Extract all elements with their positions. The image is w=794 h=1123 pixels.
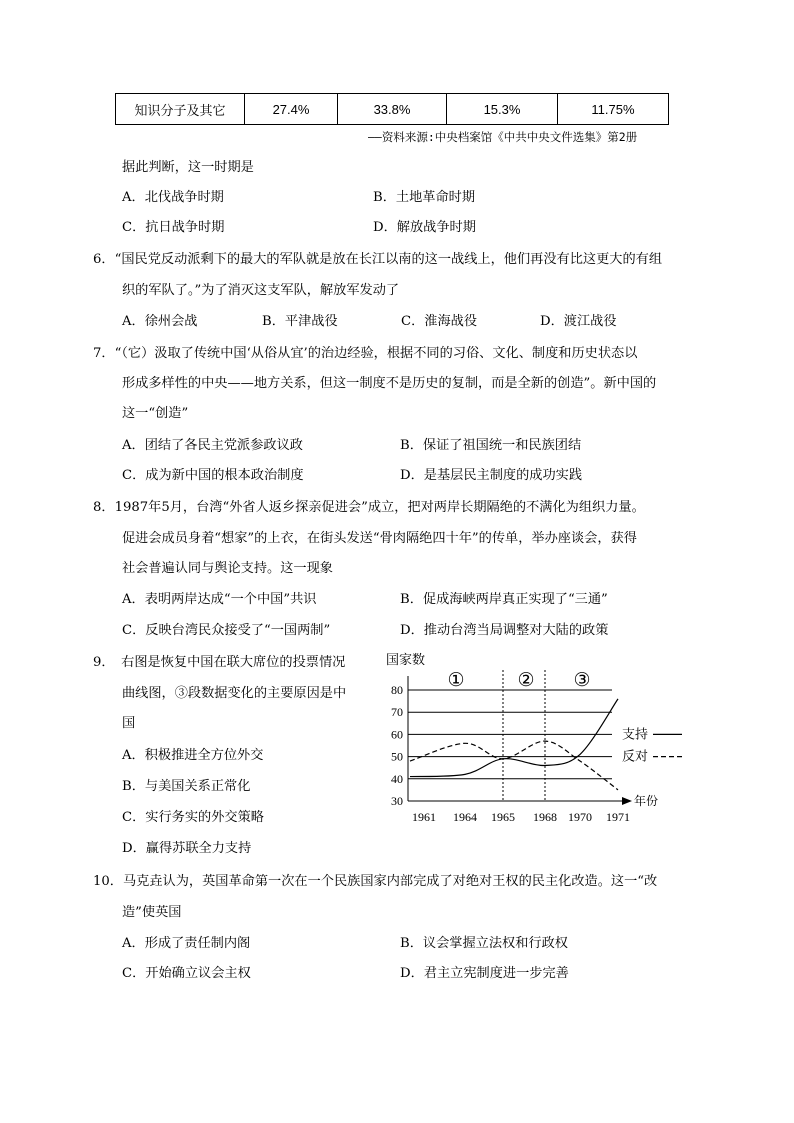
q9-option-a: A．积极推进全方位外交 bbox=[122, 748, 264, 763]
phase-marker: ① bbox=[447, 670, 465, 691]
x-axis-label: 年份 bbox=[634, 794, 659, 808]
x-tick-label: 1961 bbox=[412, 810, 436, 824]
q8-option-b: B．促成海峡两岸真正实现了“三通” bbox=[400, 592, 608, 607]
y-tick-label: 70 bbox=[391, 705, 403, 720]
y-tick-label: 40 bbox=[391, 771, 403, 786]
q7-option-c: C．成为新中国的根本政治制度 bbox=[122, 468, 304, 483]
q5-stem: 据此判断，这一时期是 bbox=[122, 160, 254, 175]
x-tick-label: 1968 bbox=[533, 810, 557, 824]
q8-stem-line1: 8．1987年5月，台湾“外省人返乡探亲促进会”成立，把对两岸长期隔绝的不满化为组织力量。 bbox=[93, 500, 645, 515]
x-tick-label: 1971 bbox=[606, 810, 630, 824]
q7-option-a: A．团结了各民主党派参政议政 bbox=[122, 438, 303, 453]
vote-chart bbox=[370, 648, 700, 830]
q10-option-a: A．形成了责任制内阁 bbox=[122, 936, 251, 951]
q10-option-b: B．议会掌握立法权和行政权 bbox=[400, 936, 568, 951]
x-tick-label: 1965 bbox=[491, 810, 515, 824]
q9-stem-line2: 曲线图，③段数据变化的主要原因是中 bbox=[122, 686, 347, 701]
table-row-label: 知识分子及其它 bbox=[116, 94, 245, 125]
q5-option-d: D．解放战争时期 bbox=[373, 220, 476, 235]
phase-marker: ② bbox=[517, 670, 535, 691]
table-source: ——资料来源:中央档案馆《中共中央文件选集》第2册 bbox=[368, 130, 638, 144]
q6-option-c: C．淮海战役 bbox=[401, 314, 478, 329]
composition-table bbox=[115, 93, 669, 125]
q5-option-a: A．北伐战争时期 bbox=[122, 190, 224, 205]
q7-option-b: B．保证了祖国统一和民族团结 bbox=[400, 438, 582, 453]
q10-stem-line1: 10．马克垚认为，英国革命第一次在一个民族国家内部完成了对绝对王权的民主化改造。这一“改 bbox=[93, 874, 658, 889]
q7-option-d: D．是基层民主制度的成功实践 bbox=[400, 468, 583, 483]
q9-option-b: B．与美国关系正常化 bbox=[122, 779, 251, 794]
y-tick-label: 60 bbox=[391, 727, 403, 742]
table-cell: 11.75% bbox=[558, 94, 669, 125]
q8-stem-line3: 社会普遍认同与舆论支持。这一现象 bbox=[122, 561, 333, 576]
y-axis-label: 国家数 bbox=[386, 652, 426, 667]
q7-stem-line2: 形成多样性的中央——地方关系，但这一制度不是历史的复制，而是全新的创造”。新中国的 bbox=[122, 376, 657, 391]
q10-option-c: C．开始确立议会主权 bbox=[122, 966, 251, 981]
q8-option-c: C．反映台湾民众接受了“一国两制” bbox=[122, 623, 331, 638]
q7-stem-line1: 7．“（它）汲取了传统中国‘从俗从宜’的治边经验，根据不同的习俗、文化、制度和历史状态以 bbox=[93, 346, 638, 361]
q5-option-c: C．抗日战争时期 bbox=[122, 220, 225, 235]
legend-support-label: 支持 bbox=[622, 726, 649, 742]
q9-stem-line3: 国 bbox=[122, 716, 136, 731]
q10-stem-line2: 造”使英国 bbox=[122, 905, 182, 920]
q6-option-a: A．徐州会战 bbox=[122, 314, 198, 329]
q8-option-d: D．推动台湾当局调整对大陆的政策 bbox=[400, 623, 609, 638]
q7-stem-line3: 这一“创造” bbox=[122, 406, 189, 421]
x-axis-arrow bbox=[622, 797, 632, 805]
y-tick-label: 50 bbox=[391, 749, 403, 764]
q6-option-d: D．渡江战役 bbox=[540, 314, 617, 329]
x-tick-label: 1970 bbox=[568, 810, 592, 824]
table-cell: 15.3% bbox=[447, 94, 558, 125]
phase-marker: ③ bbox=[573, 670, 591, 691]
table-cell: 33.8% bbox=[338, 94, 447, 125]
y-tick-label: 80 bbox=[391, 683, 403, 697]
q6-stem-line1: 6．“国民党反动派剩下的最大的军队就是放在长江以南的这一战线上，他们再没有比这更大的有组 bbox=[93, 252, 663, 267]
q8-option-a: A．表明两岸达成“一个中国”共识 bbox=[122, 592, 317, 607]
q8-stem-line2: 促进会成员身着“想家”的上衣，在街头发送“骨肉隔绝四十年”的传单，举办座谈会，获得 bbox=[122, 531, 637, 546]
legend-oppose-label: 反对 bbox=[622, 748, 649, 764]
table-row bbox=[116, 94, 669, 125]
q6-option-b: B．平津战役 bbox=[262, 314, 338, 329]
oppose-series-line bbox=[410, 741, 618, 790]
support-series-line bbox=[410, 699, 618, 777]
x-tick-label: 1964 bbox=[453, 810, 477, 824]
table-cell: 27.4% bbox=[245, 94, 338, 125]
q5-option-b: B．土地革命时期 bbox=[373, 190, 476, 205]
y-tick-label: 30 bbox=[391, 794, 403, 808]
q10-option-d: D．君主立宪制度进一步完善 bbox=[400, 966, 569, 981]
q9-option-d: D．赢得苏联全力支持 bbox=[122, 841, 252, 856]
q9-stem-line1: 9． 右图是恢复中国在联大席位的投票情况 bbox=[93, 655, 346, 670]
q9-option-c: C．实行务实的外交策略 bbox=[122, 810, 264, 825]
q6-stem-line2: 织的军队了。”为了消灭这支军队，解放军发动了 bbox=[122, 283, 400, 298]
